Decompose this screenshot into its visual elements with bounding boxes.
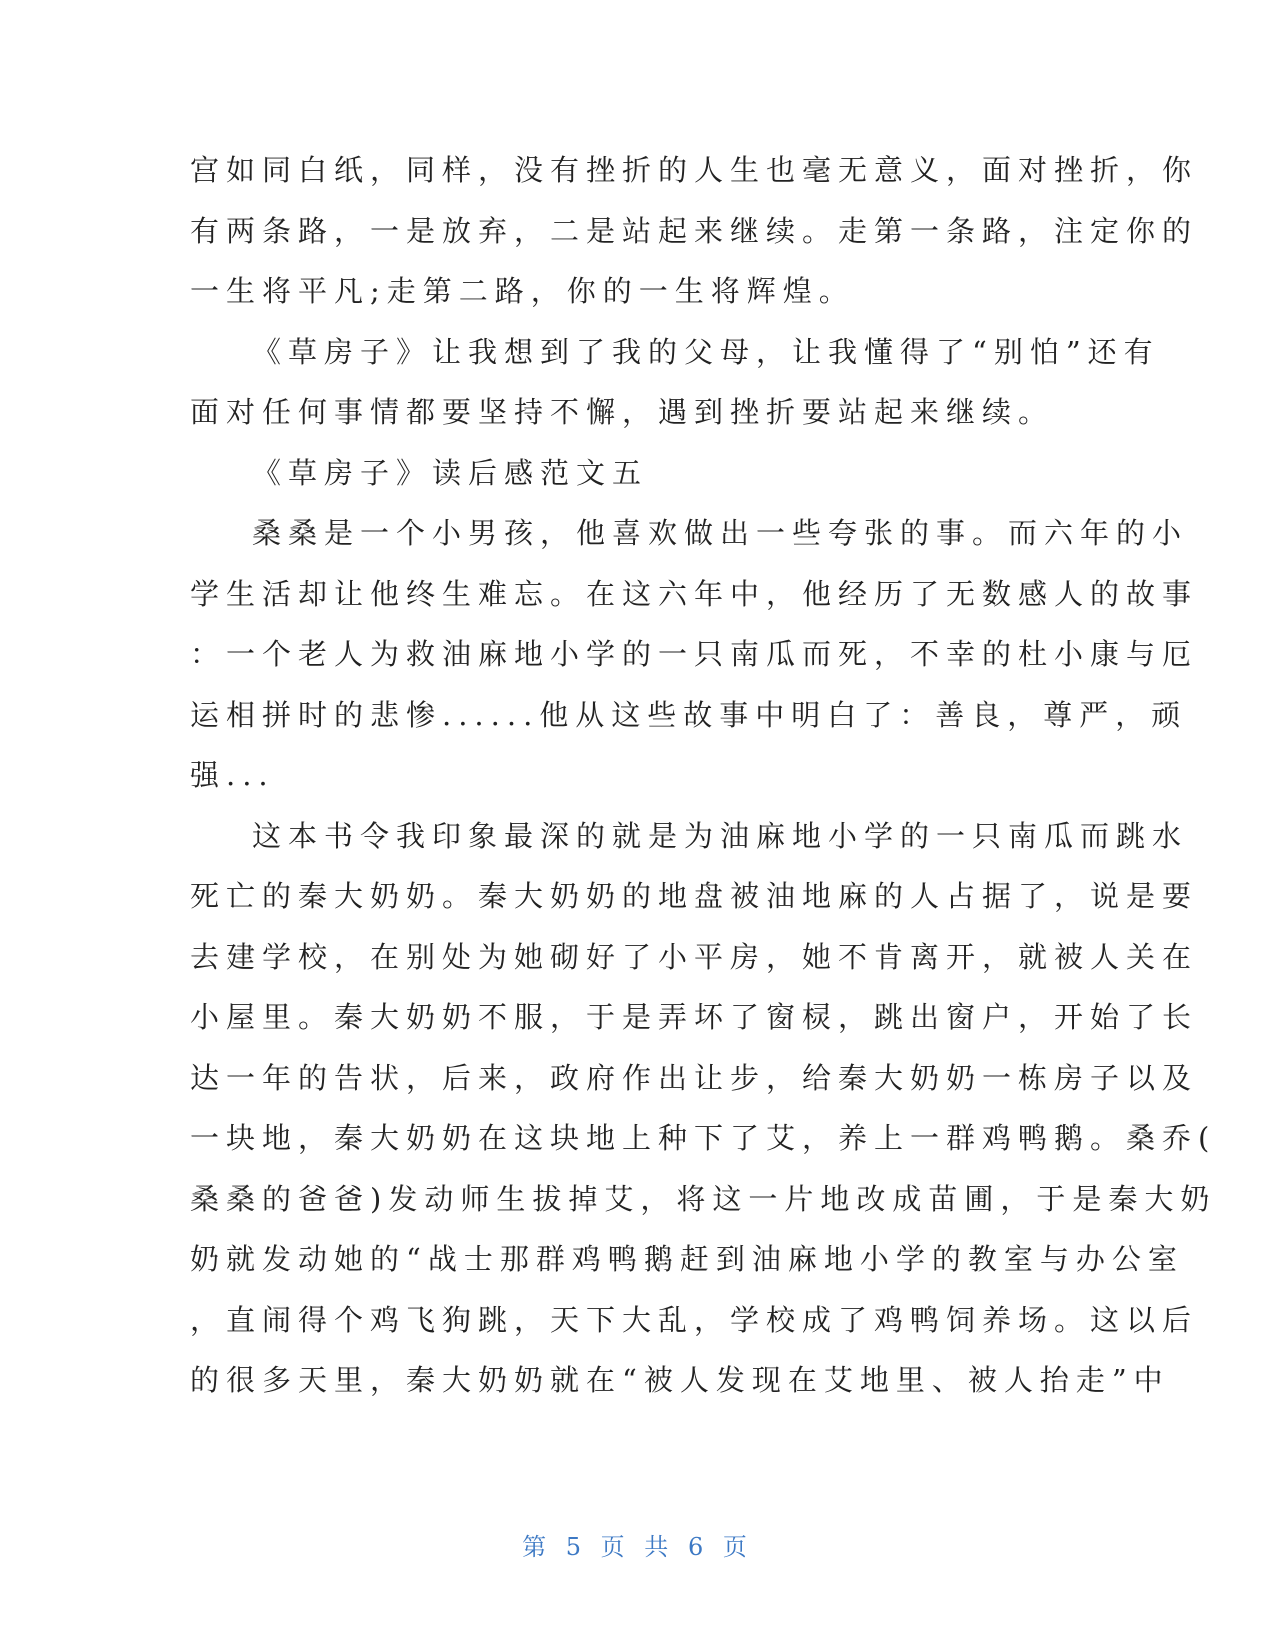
text-line: 面对任何事情都要坚持不懈，遇到挫折要站起来继续。 <box>190 395 1055 429</box>
text-line: 强... <box>190 758 275 792</box>
text-line: 桑桑是一个小男孩，他喜欢做出一些夸张的事。而六年的小 <box>252 516 1189 550</box>
text-line: 的很多天里，秦大奶奶就在“被人发现在艾地里、被人抬走”中 <box>190 1363 1170 1397</box>
text-line: 奶就发动她的“战士那群鸡鸭鹅赶到油麻地小学的教室与办公室 <box>190 1242 1184 1276</box>
section-heading <box>190 443 1090 504</box>
document-body <box>190 140 1217 1411</box>
page-number: 第 5 页 共 6 页 <box>522 1533 753 1561</box>
text-line: 去建学校，在别处为她砌好了小平房，她不肯离开，就被人关在 <box>190 939 1199 974</box>
paragraph <box>190 806 1217 1411</box>
text-line: 桑桑的爸爸)发动师生拔掉艾，将这一片地改成苗圃，于是秦大奶 <box>190 1181 1217 1216</box>
heading-line: 《草房子》读后感范文五 <box>252 455 649 490</box>
paragraph <box>190 140 1199 322</box>
text-line: 达一年的告状，后来，政府作出让步，给秦大奶奶一栋房子以及 <box>190 1060 1199 1095</box>
text-line: ，直闹得个鸡飞狗跳，天下大乱，学校成了鸡鸭饲养场。这以后 <box>190 1302 1199 1337</box>
text-line: 运相拼时的悲惨......他从这些故事中明白了：善良，尊严，顽 <box>190 697 1188 732</box>
text-line: 死亡的秦大奶奶。秦大奶奶的地盘被油地麻的人占据了，说是要 <box>190 879 1199 913</box>
text-line: 有两条路，一是放弃，二是站起来继续。走第一条路，注定你的 <box>190 213 1199 248</box>
text-line: 宫如同白纸，同样，没有挫折的人生也毫无意义，面对挫折，你 <box>190 153 1199 187</box>
text-line: 一块地，秦大奶奶在这块地上种下了艾，养上一群鸡鸭鹅。桑乔( <box>190 1121 1217 1155</box>
text-line: 一生将平凡;走第二路，你的一生将辉煌。 <box>190 274 855 308</box>
text-line: 这本书令我印象最深的就是为油麻地小学的一只南瓜而跳水 <box>252 818 1189 853</box>
text-line: ：一个老人为救油麻地小学的一只南瓜而死，不幸的杜小康与厄 <box>190 637 1199 671</box>
text-line: 学生活却让他终生难忘。在这六年中，他经历了无数感人的故事 <box>190 576 1199 611</box>
text-line: 小屋里。秦大奶奶不服，于是弄坏了窗棂，跳出窗户，开始了长 <box>190 1000 1199 1034</box>
text-line: 《草房子》让我想到了我的父母，让我懂得了“别怕”还有 <box>252 334 1160 369</box>
paragraph <box>190 503 1199 806</box>
paragraph <box>190 322 1160 443</box>
